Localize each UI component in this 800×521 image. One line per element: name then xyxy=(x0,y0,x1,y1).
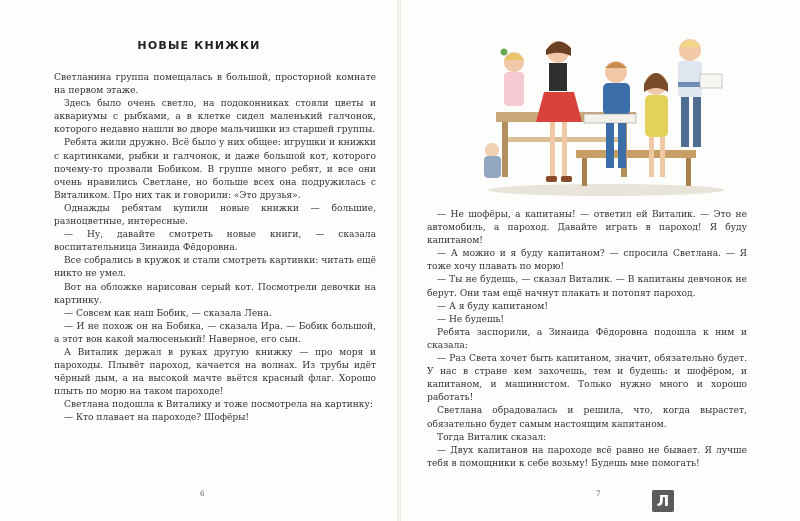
paragraph: Тогда Виталик сказал: xyxy=(437,432,547,443)
paragraph: Светлана обрадовалась и решила, что, когда вырастет, обязательно будет самым настоящим капитаном. xyxy=(427,406,747,430)
paragraph: — Не шофёры, а капитаны! — ответил ей Виталик. — Это не автомобиль, а пароход. Давайте играть в пароход! Я буду капитаном! xyxy=(427,210,747,247)
paragraph: Ребята жили дружно. Всё было у них общее: игрушки и книжки с картинками, рыбки и галчонок, и даже большой кот, которого почему-то прозвали Бобиком. В группе много ребят, и все они очень нравились Светлане, но больше всех она подружилась с Виталиком. Про них так и говорили: «Это друзья». xyxy=(54,138,376,201)
paragraph: — Ну, давайте смотреть новые книги, — сказала воспитательница Зинаида Фёдоровна. xyxy=(54,230,376,254)
paragraph: — Ты не будешь, — сказал Виталик. — В капитаны девчонок не берут. Они там ещё начнут плакать и потопят пароход. xyxy=(427,275,747,299)
paragraph: — И не похож он на Бобика, — сказала Ира. — Бобик большой, а этот вон какой малюсенький! Наверное, его сын. xyxy=(54,321,376,345)
paragraph: А Виталик держал в руках другую книжку — про моря и пароходы. Плывёт пароход, качается на волнах. Из трубы идёт чёрный дым, а на высокой мачте вьётся красный флаг. Хорошо плыть по морю на таком пароходе! xyxy=(54,347,376,398)
paragraph: Светланина группа помещалась в большой, просторной комнате на первом этаже. xyxy=(54,73,376,97)
chapter-title: НОВЫЕ КНИЖКИ xyxy=(137,39,261,52)
right-text-column xyxy=(427,209,747,471)
paragraph: — А я буду капитаном! xyxy=(437,301,548,312)
paragraph: Однажды ребятам купили новые книжки — большие, разноцветные, интересные. xyxy=(54,203,376,228)
left-text-column xyxy=(54,72,376,426)
paragraph: — Раз Света хочет быть капитаном, значит, обязательно будет. У нас в стране кем захочешь, тем и будешь: и шофёром, и капитаном, и машинистом. Только нужно много и хорошо работать! xyxy=(427,354,747,404)
paragraph: Здесь было очень светло, на подоконниках стояли цветы и аквариумы с рыбками, а в клетке сидел маленький галчонок, которого недавно нашли во дворе мальчишки из старшей группы. xyxy=(54,99,376,136)
paragraph: Все собрались в кружок и стали смотреть картинки: читать ещё никто не умел. xyxy=(54,256,376,280)
children-illustration xyxy=(466,32,728,197)
paragraph: Вот на обложке нарисован серый кот. Посмотрели девочки на картинку. xyxy=(54,282,376,306)
paragraph: — Совсем как наш Бобик, — сказала Лена. xyxy=(64,308,272,319)
paragraph: Светлана подошла к Виталику и тоже посмотрела на картинку: xyxy=(64,400,373,411)
publisher-logo-badge[interactable]: Л xyxy=(652,490,674,512)
book-gutter xyxy=(397,0,401,521)
paragraph: — Кто плавает на пароходе? Шофёры! xyxy=(64,413,250,424)
paragraph: — Не будешь! xyxy=(437,314,505,325)
paragraph: — А можно и я буду капитаном? — спросила Светлана. — Я тоже хочу плавать по морю! xyxy=(427,249,747,273)
paragraph: — Двух капитанов на пароходе всё равно не бывает. Я лучше тебя в помощники к себе возьму! Будешь мне помогать! xyxy=(427,445,747,469)
page-number-right: 7 xyxy=(596,490,601,498)
page-number-left: 6 xyxy=(200,490,205,498)
paragraph: Ребята заспорили, а Зинаида Фёдоровна подошла к ним и сказала: xyxy=(427,327,747,351)
